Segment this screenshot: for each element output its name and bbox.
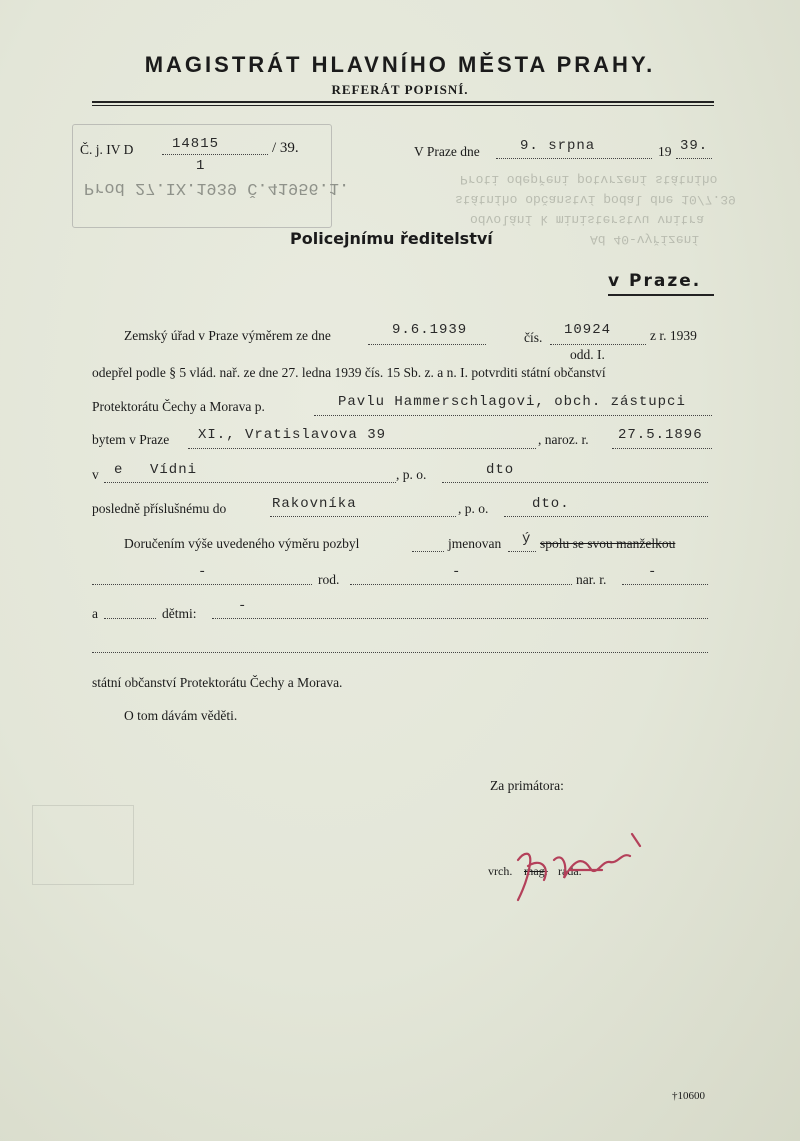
cj-label: Č. j. IV D [80, 142, 134, 157]
blank-line [92, 652, 708, 653]
document-subtitle: REFERÁT POPISNÍ. [331, 82, 469, 97]
l5-e: e [114, 462, 124, 478]
addressee-line-1: Policejnímu ředitelství [290, 229, 493, 248]
body-line-7-text: Doručením výše uvedeného výměru pozbyl [124, 536, 360, 551]
l9-deti: dětmi: [162, 606, 197, 621]
addressee-line-2: v Praze. [608, 271, 702, 291]
l8-dots-3 [622, 584, 708, 585]
date-year-prefix: 19 [658, 144, 672, 159]
l8-dash-2: - [452, 564, 462, 580]
l5-place-dots [104, 482, 396, 483]
body-line-2: odepřel podle § 5 vlád. nař. ze dne 27. ledna 1939 čís. 15 Sb. z. a n. I. potvrditi státní občanství [92, 365, 606, 380]
l3-name: Pavlu Hammerschlagovi, obch. zástupci [338, 394, 686, 410]
l7-y-dots [508, 551, 536, 552]
body-line-6-text: posledně příslušnému do [92, 501, 227, 516]
l5-dto: dto [486, 462, 515, 478]
form-number: †10600 [672, 1090, 705, 1102]
cj-number: 14815 [172, 136, 220, 152]
date-day-month: 9. srpna [520, 138, 596, 154]
l8-dots-1 [92, 584, 312, 585]
signature-vrch: vrch. [488, 864, 513, 878]
l1-date: 9.6.1939 [392, 322, 468, 338]
faint-side-stamp [32, 805, 134, 885]
l8-dash-1: - [198, 564, 208, 580]
body-line-1-text: Zemský úřad v Praze výměrem ze dne [124, 328, 331, 343]
date-year: 39. [680, 138, 709, 154]
body-line-11: O tom dávám věděti. [124, 708, 238, 723]
l3-name-dots [314, 415, 712, 416]
l4-addr: XI., Vratislavova 39 [198, 427, 387, 443]
l4-date-dots [612, 448, 712, 449]
header-rule-thick [92, 101, 714, 103]
signature-rada: rada. [558, 864, 582, 878]
header-rule-thin [92, 105, 714, 106]
l1-dept: odd. I. [570, 347, 605, 362]
cj-year: / 39. [272, 140, 299, 156]
l6-dto-dots [504, 516, 708, 517]
l8-rod: rod. [318, 572, 340, 587]
l6-place: Rakovníka [272, 496, 357, 512]
l9-dots-1 [104, 618, 156, 619]
body-line-3-text: Protektorátu Čechy a Morava p. [92, 399, 265, 414]
l9-dash: - [238, 598, 248, 614]
l5-place: Vídni [150, 462, 198, 478]
l7-y: ý [522, 531, 532, 547]
bleed-through-text-3: odvolání k ministerstvu vnitra [470, 212, 705, 227]
l9-a: a [92, 606, 98, 621]
l1-number-dots [550, 344, 646, 345]
l7-struck-text: spolu se svou manželkou [540, 536, 676, 551]
signature-mag-struck: mag. [524, 864, 548, 878]
l4-born: , naroz. r. [538, 432, 589, 447]
body-line-4-text: bytem v Praze [92, 432, 170, 447]
l5-v: v [92, 467, 99, 482]
cj-dots [162, 154, 268, 155]
signature-za-primatora: Za primátora: [490, 778, 564, 793]
l6-dto: dto. [532, 496, 570, 512]
l5-po: , p. o. [396, 467, 427, 482]
bleed-through-text-4: Ad 40-vyřízení [590, 232, 700, 247]
l6-po: , p. o. [458, 501, 489, 516]
l8-dash-3: - [648, 564, 658, 580]
l5-dto-dots [442, 482, 708, 483]
date-year-dots [676, 158, 712, 159]
addressee-underline [608, 294, 714, 296]
l8-nar: nar. r. [576, 572, 607, 587]
l1-date-dots [368, 344, 486, 345]
l1-cis: čís. [524, 330, 543, 345]
handwritten-signature [510, 830, 650, 910]
l8-dots-2 [350, 584, 572, 585]
l1-number: 10924 [564, 322, 612, 338]
l7-dots [412, 551, 444, 552]
body-line-10: státní občanství Protektorátu Čechy a Morava. [92, 675, 343, 690]
stamp-mirrored-text: Prod 27.IX.1939 Č.41956.1. [84, 178, 350, 197]
l4-date: 27.5.1896 [618, 427, 703, 443]
l4-addr-dots [188, 448, 536, 449]
bleed-through-text-1: Proti odepřeni potvrzení státního [460, 172, 718, 187]
l1-year: z r. 1939 [650, 328, 697, 343]
place-date-label: V Praze dne [414, 144, 480, 159]
date-dots [496, 158, 652, 159]
document-title: MAGISTRÁT HLAVNÍHO MĚSTA PRAHY. [144, 52, 656, 77]
l6-place-dots [270, 516, 456, 517]
l7-jmenovan: jmenovan [448, 536, 502, 551]
l9-dots-2 [212, 618, 708, 619]
cj-sub: 1 [196, 158, 206, 174]
bleed-through-text-2: státního občanství podal dne 10/7.39 [455, 192, 736, 207]
